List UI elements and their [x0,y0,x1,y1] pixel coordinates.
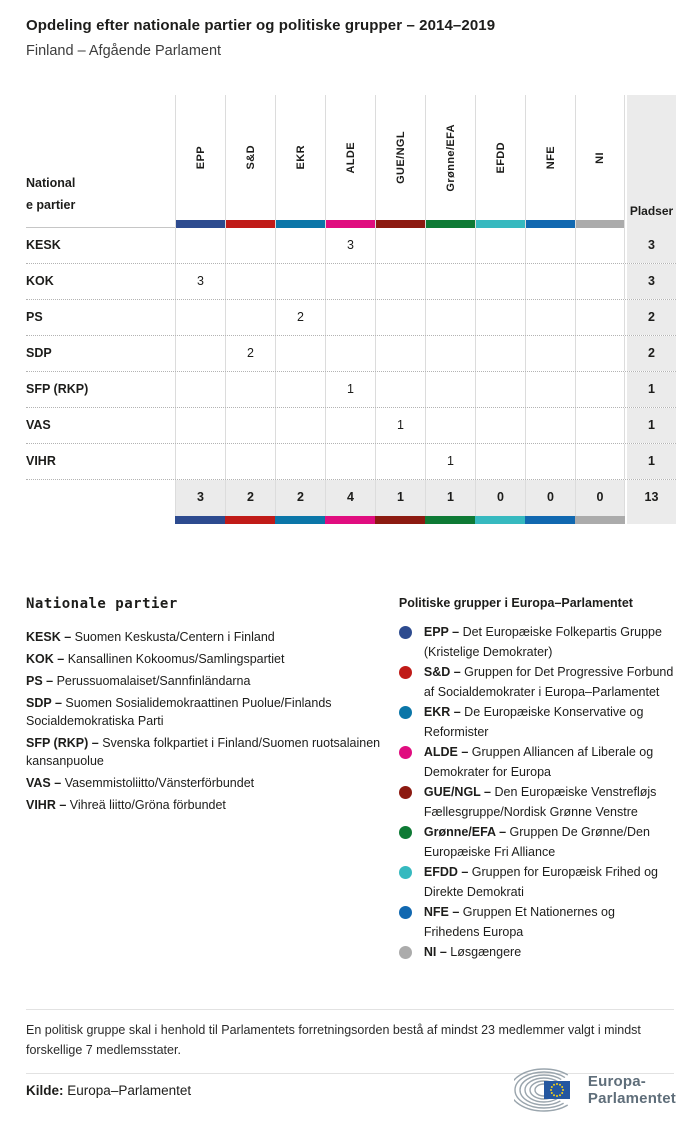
legend-item-sd [399,662,674,702]
group-fullname: Gruppen De Grønne/Den Europæiske Fri Alliance [423,825,650,859]
table-totals-row [26,480,676,516]
group-color-bar [225,516,275,524]
seat-cell [525,444,575,479]
group-color-bar [475,516,525,524]
column-header-guengl [375,95,425,228]
seat-cell [375,372,425,407]
party-label: KESK [26,238,61,252]
seat-cell [525,300,575,335]
seat-cell [325,300,375,335]
legend-item-epp [399,622,674,662]
seat-cell [225,228,275,263]
party-label: VAS [26,418,51,432]
party-label: SDP [26,346,52,360]
legend-groups-heading: Politiske grupper i Europa–Parlamentet [398,596,633,610]
logo-line2: Parlamentet [587,1090,676,1107]
seat-cell [275,408,325,443]
seat-cell [275,228,325,263]
groenne-efa-color-dot [399,826,412,839]
seat-cell [375,300,425,335]
group-abbr: Grønne/EFA – [423,825,507,839]
party-abbr: KOK – [26,652,65,666]
column-label: NI [594,151,606,164]
party-abbr: SDP – [26,696,62,710]
seat-cell: 3 [175,264,225,299]
group-abbr: ALDE – [423,745,469,759]
column-header-groenne-efa [425,95,475,228]
seat-cell [175,336,225,371]
seat-cell [525,264,575,299]
ni-color-dot [399,946,412,959]
party-label: SFP (RKP) [26,382,89,396]
group-total-cell: 2 [225,480,275,516]
party-fullname: Svenska folkpartiet i Finland/Suomen ruotsalainen kansanpuolue [26,736,381,768]
seat-cell [175,228,225,263]
legend-item-alde [399,742,674,782]
seat-cell [575,300,625,335]
party-abbr: VAS – [26,776,62,790]
seat-cell: 3 [325,228,375,263]
row-seats-total: 1 [627,444,676,479]
group-color-bar [575,516,625,524]
column-label: EFDD [494,141,507,174]
legend-item-vas [26,774,393,792]
table-row-kesk [26,228,676,264]
legend-item-efdd [399,862,674,902]
alde-color-dot [399,746,412,759]
group-fullname: Det Europæiske Folkepartis Gruppe (Kristelige Demokrater) [423,625,662,659]
group-fullname: Gruppen for Europæisk Frihed og Direkte Demokrati [423,865,659,899]
seat-cell [425,264,475,299]
seats-column-stub [627,516,676,524]
table-row-kok [26,264,676,300]
legend-item-kok [26,650,393,668]
group-color-bar [576,220,624,228]
seat-cell [225,300,275,335]
seat-cell [575,336,625,371]
column-label: EPP [194,145,207,170]
seat-cell: 1 [375,408,425,443]
seat-cell [325,336,375,371]
column-label: S&D [244,145,257,170]
seat-cell [275,264,325,299]
logo-wordmark [588,1073,676,1107]
legend-item-sfp-rkp [26,734,393,770]
party-abbr: KESK – [26,630,72,644]
logo-line1: Europa- [587,1073,646,1090]
seat-cell [375,264,425,299]
sd-color-dot [399,666,412,679]
group-total-cell: 0 [525,480,575,516]
group-abbr: NFE – [423,905,460,919]
group-fullname: Løsgængere [450,945,522,959]
row-seats-total: 1 [627,372,676,407]
table-row-sfp-rkp [26,372,676,408]
seat-cell [325,444,375,479]
row-seats-total: 3 [627,264,676,299]
grand-total-seats: 13 [627,480,676,516]
seat-cell [425,300,475,335]
group-abbr: NI – [423,945,447,959]
footnote: En politisk gruppe skal i henhold til Parlamentets forretningsorden bestå af mindst 23 medlemmer valgt i mindst forskellige 7 medlemsstater. [26,1009,674,1074]
row-header-national-parties [26,95,175,228]
group-total-cell: 0 [575,480,625,516]
seat-cell [525,228,575,263]
seat-cell [225,408,275,443]
bottom-color-bars [26,516,676,524]
legend-section [26,596,674,962]
seat-cell [175,372,225,407]
party-label: PS [26,310,43,324]
legend-item-groenne-efa [399,822,674,862]
column-header-alde [325,95,375,228]
group-fullname: De Europæiske Konservative og Reformister [423,705,644,739]
efdd-color-dot [399,866,412,879]
column-header-seats [627,95,676,228]
party-abbr: SFP (RKP) – [26,736,99,750]
seat-cell: 1 [325,372,375,407]
row-seats-total: 3 [627,228,676,263]
group-color-bar [375,516,425,524]
seat-cell [425,228,475,263]
epp-color-dot [399,626,412,639]
nfe-color-dot [399,906,412,919]
seat-cell [225,444,275,479]
seat-cell [425,372,475,407]
group-total-cell: 1 [375,480,425,516]
row-header-line2: e partier [26,198,76,212]
legend-national-parties [26,596,399,818]
column-header-ni [575,95,625,228]
group-abbr: EKR – [423,705,461,719]
group-color-bar [175,516,225,524]
seat-cell [525,372,575,407]
seat-cell [475,336,525,371]
row-seats-total: 2 [627,300,676,335]
seat-cell [475,228,525,263]
seat-cell [575,264,625,299]
group-total-cell: 3 [175,480,225,516]
column-label: Grønne/EFA [444,123,457,192]
party-fullname: Suomen Sosialidemokraattinen Puolue/Finlands Socialdemokratiska Parti [26,696,332,728]
seat-cell [475,408,525,443]
column-header-efdd [475,95,525,228]
seat-cell [475,444,525,479]
group-color-bar [526,220,575,228]
group-fullname: Den Europæiske Venstrefløjs Fællesgruppe/Nordisk Grønne Venstre [423,785,657,819]
group-color-bar [326,220,375,228]
column-header-ekr [275,95,325,228]
table-row-sdp [26,336,676,372]
column-header-epp [175,95,225,228]
seat-cell: 2 [275,300,325,335]
seat-cell [375,228,425,263]
group-color-bar [325,516,375,524]
bar-row-spacer [26,516,175,524]
page-title: Opdeling efter nationale partier og politiske grupper – 2014–2019 [26,17,496,34]
group-color-bar [476,220,525,228]
seat-cell: 2 [225,336,275,371]
seat-cell [475,264,525,299]
seats-table [26,95,676,524]
source-value: Europa–Parlamentet [67,1082,192,1098]
seat-cell [575,408,625,443]
table-row-vas [26,408,676,444]
seat-cell [225,372,275,407]
legend-item-sdp [26,694,393,730]
column-header-sd [225,95,275,228]
source-credit [26,1083,191,1098]
guengl-color-dot [399,786,412,799]
ep-hemicycle-icon [514,1068,580,1112]
seat-cell [175,444,225,479]
seat-cell [375,336,425,371]
party-fullname: Vihreä liitto/Gröna förbundet [69,798,226,812]
legend-item-kesk [26,628,393,646]
legend-item-ni [399,942,674,962]
europa-parlamentet-logo [514,1068,676,1112]
group-color-bar [425,516,475,524]
party-label: KOK [26,274,54,288]
legend-item-vihr [26,796,393,814]
row-seats-total: 2 [627,336,676,371]
seat-cell [175,300,225,335]
group-color-bar [426,220,475,228]
column-label: NFE [544,145,557,170]
party-abbr: VIHR – [26,798,67,812]
seat-cell [475,300,525,335]
legend-item-nfe [399,902,674,942]
legend-national-heading: Nationale partier [26,596,178,612]
legend-item-guengl [399,782,674,822]
column-header-nfe [525,95,575,228]
group-color-bar [376,220,425,228]
totals-row-spacer [26,480,175,516]
column-label: GUE/NGL [394,131,407,184]
group-color-bar [275,516,325,524]
group-color-bar [276,220,325,228]
party-fullname: Kansallinen Kokoomus/Samlingspartiet [67,652,285,666]
row-header-line1: National [26,176,76,190]
seat-cell [475,372,525,407]
seat-cell [575,228,625,263]
source-row [26,1068,676,1112]
group-color-bar [525,516,575,524]
seat-cell [375,444,425,479]
group-fullname: Gruppen Et Nationernes og Frihedens Europa [423,905,615,939]
group-abbr: S&D – [423,665,461,679]
seat-cell [325,264,375,299]
group-fullname: Gruppen for Det Progressive Forbund af Socialdemokrater i Europa–Parlamentet [423,665,674,699]
seat-cell [275,372,325,407]
page-subtitle: Finland – Afgående Parlament [26,43,222,59]
seat-cell [525,408,575,443]
row-seats-total: 1 [627,408,676,443]
seat-cell [575,372,625,407]
seat-cell [425,408,475,443]
legend-political-groups [399,596,674,962]
seat-cell [175,408,225,443]
source-label: Kilde: [26,1082,64,1098]
seat-cell: 1 [425,444,475,479]
table-header-row [26,95,676,228]
seat-cell [575,444,625,479]
table-row-ps [26,300,676,336]
group-color-bar [176,220,225,228]
legend-item-ps [26,672,393,690]
seat-cell [275,444,325,479]
seat-cell [275,336,325,371]
group-total-cell: 0 [475,480,525,516]
group-total-cell: 2 [275,480,325,516]
party-fullname: Vasemmistoliitto/Vänsterförbundet [64,776,255,790]
seat-cell [225,264,275,299]
table-row-vihr [26,444,676,480]
seats-header-label: Pladser [629,204,674,218]
group-abbr: EFDD – [423,865,469,879]
seat-cell [525,336,575,371]
group-total-cell: 1 [425,480,475,516]
ekr-color-dot [399,706,412,719]
column-label: ALDE [344,141,357,174]
group-total-cell: 4 [325,480,375,516]
party-abbr: PS – [26,674,54,688]
group-abbr: GUE/NGL – [423,785,492,799]
seat-cell [425,336,475,371]
seat-cell [325,408,375,443]
party-label: VIHR [26,454,56,468]
group-fullname: Gruppen Alliancen af Liberale og Demokrater for Europa [423,745,654,779]
column-label: EKR [294,145,307,170]
party-fullname: Suomen Keskusta/Centern i Finland [74,630,275,644]
group-color-bar [226,220,275,228]
legend-item-ekr [399,702,674,742]
party-fullname: Perussuomalaiset/Sannfinländarna [56,674,251,688]
group-abbr: EPP – [423,625,460,639]
